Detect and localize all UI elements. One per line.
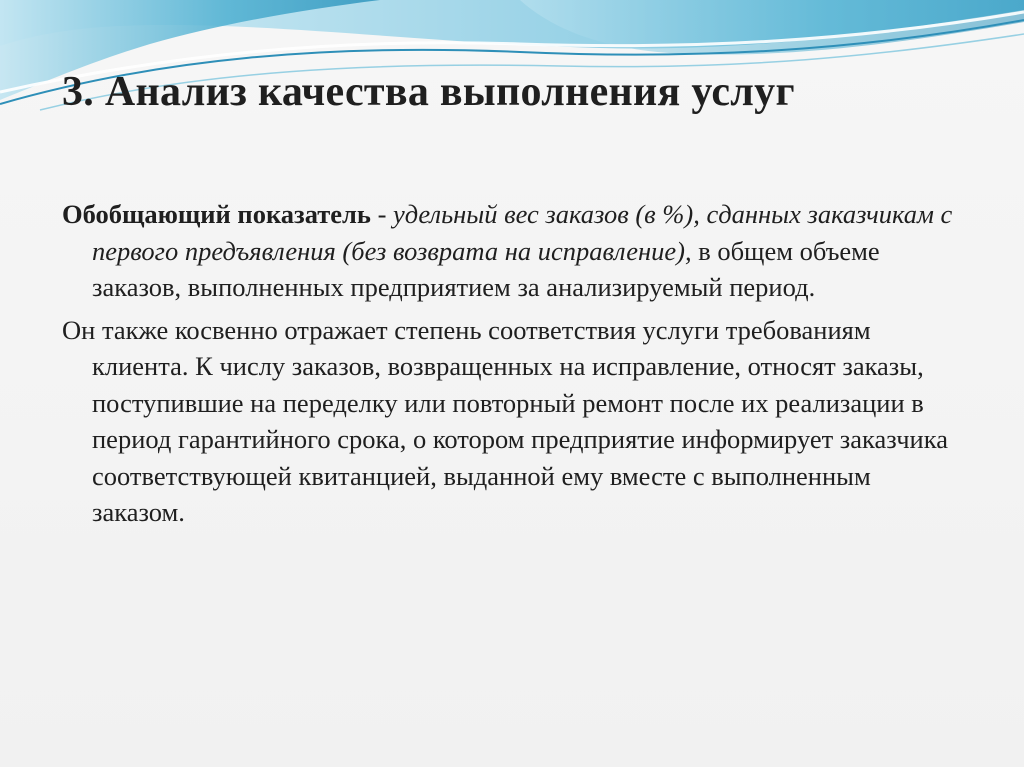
bold-term: Обобщающий показатель [62, 199, 371, 229]
paragraph-explanation: Он также косвенно отражает степень соответствия услуги требованиям клиента. К числу заказов, возвращенных на исправление, относят заказы, поступившие на переделку или повторный ремонт после их реализации в период гарантийного срока, о котором предприятие информирует заказчика соответствующей квитанцией, выданной ему вместе с выполненным заказом. [62, 314, 948, 527]
slide-title: 3. Анализ качества выполнения услуг [62, 69, 795, 115]
slide-body [62, 196, 962, 537]
definition-tail: в общем объеме заказов, выполненных предприятием за анализируемый период. [92, 235, 880, 302]
paragraph-definition [62, 196, 962, 306]
italic-definition: - удельный вес заказов (в %), сданных заказчикам с первого предъявления (без возврата на исправление), [92, 199, 953, 266]
